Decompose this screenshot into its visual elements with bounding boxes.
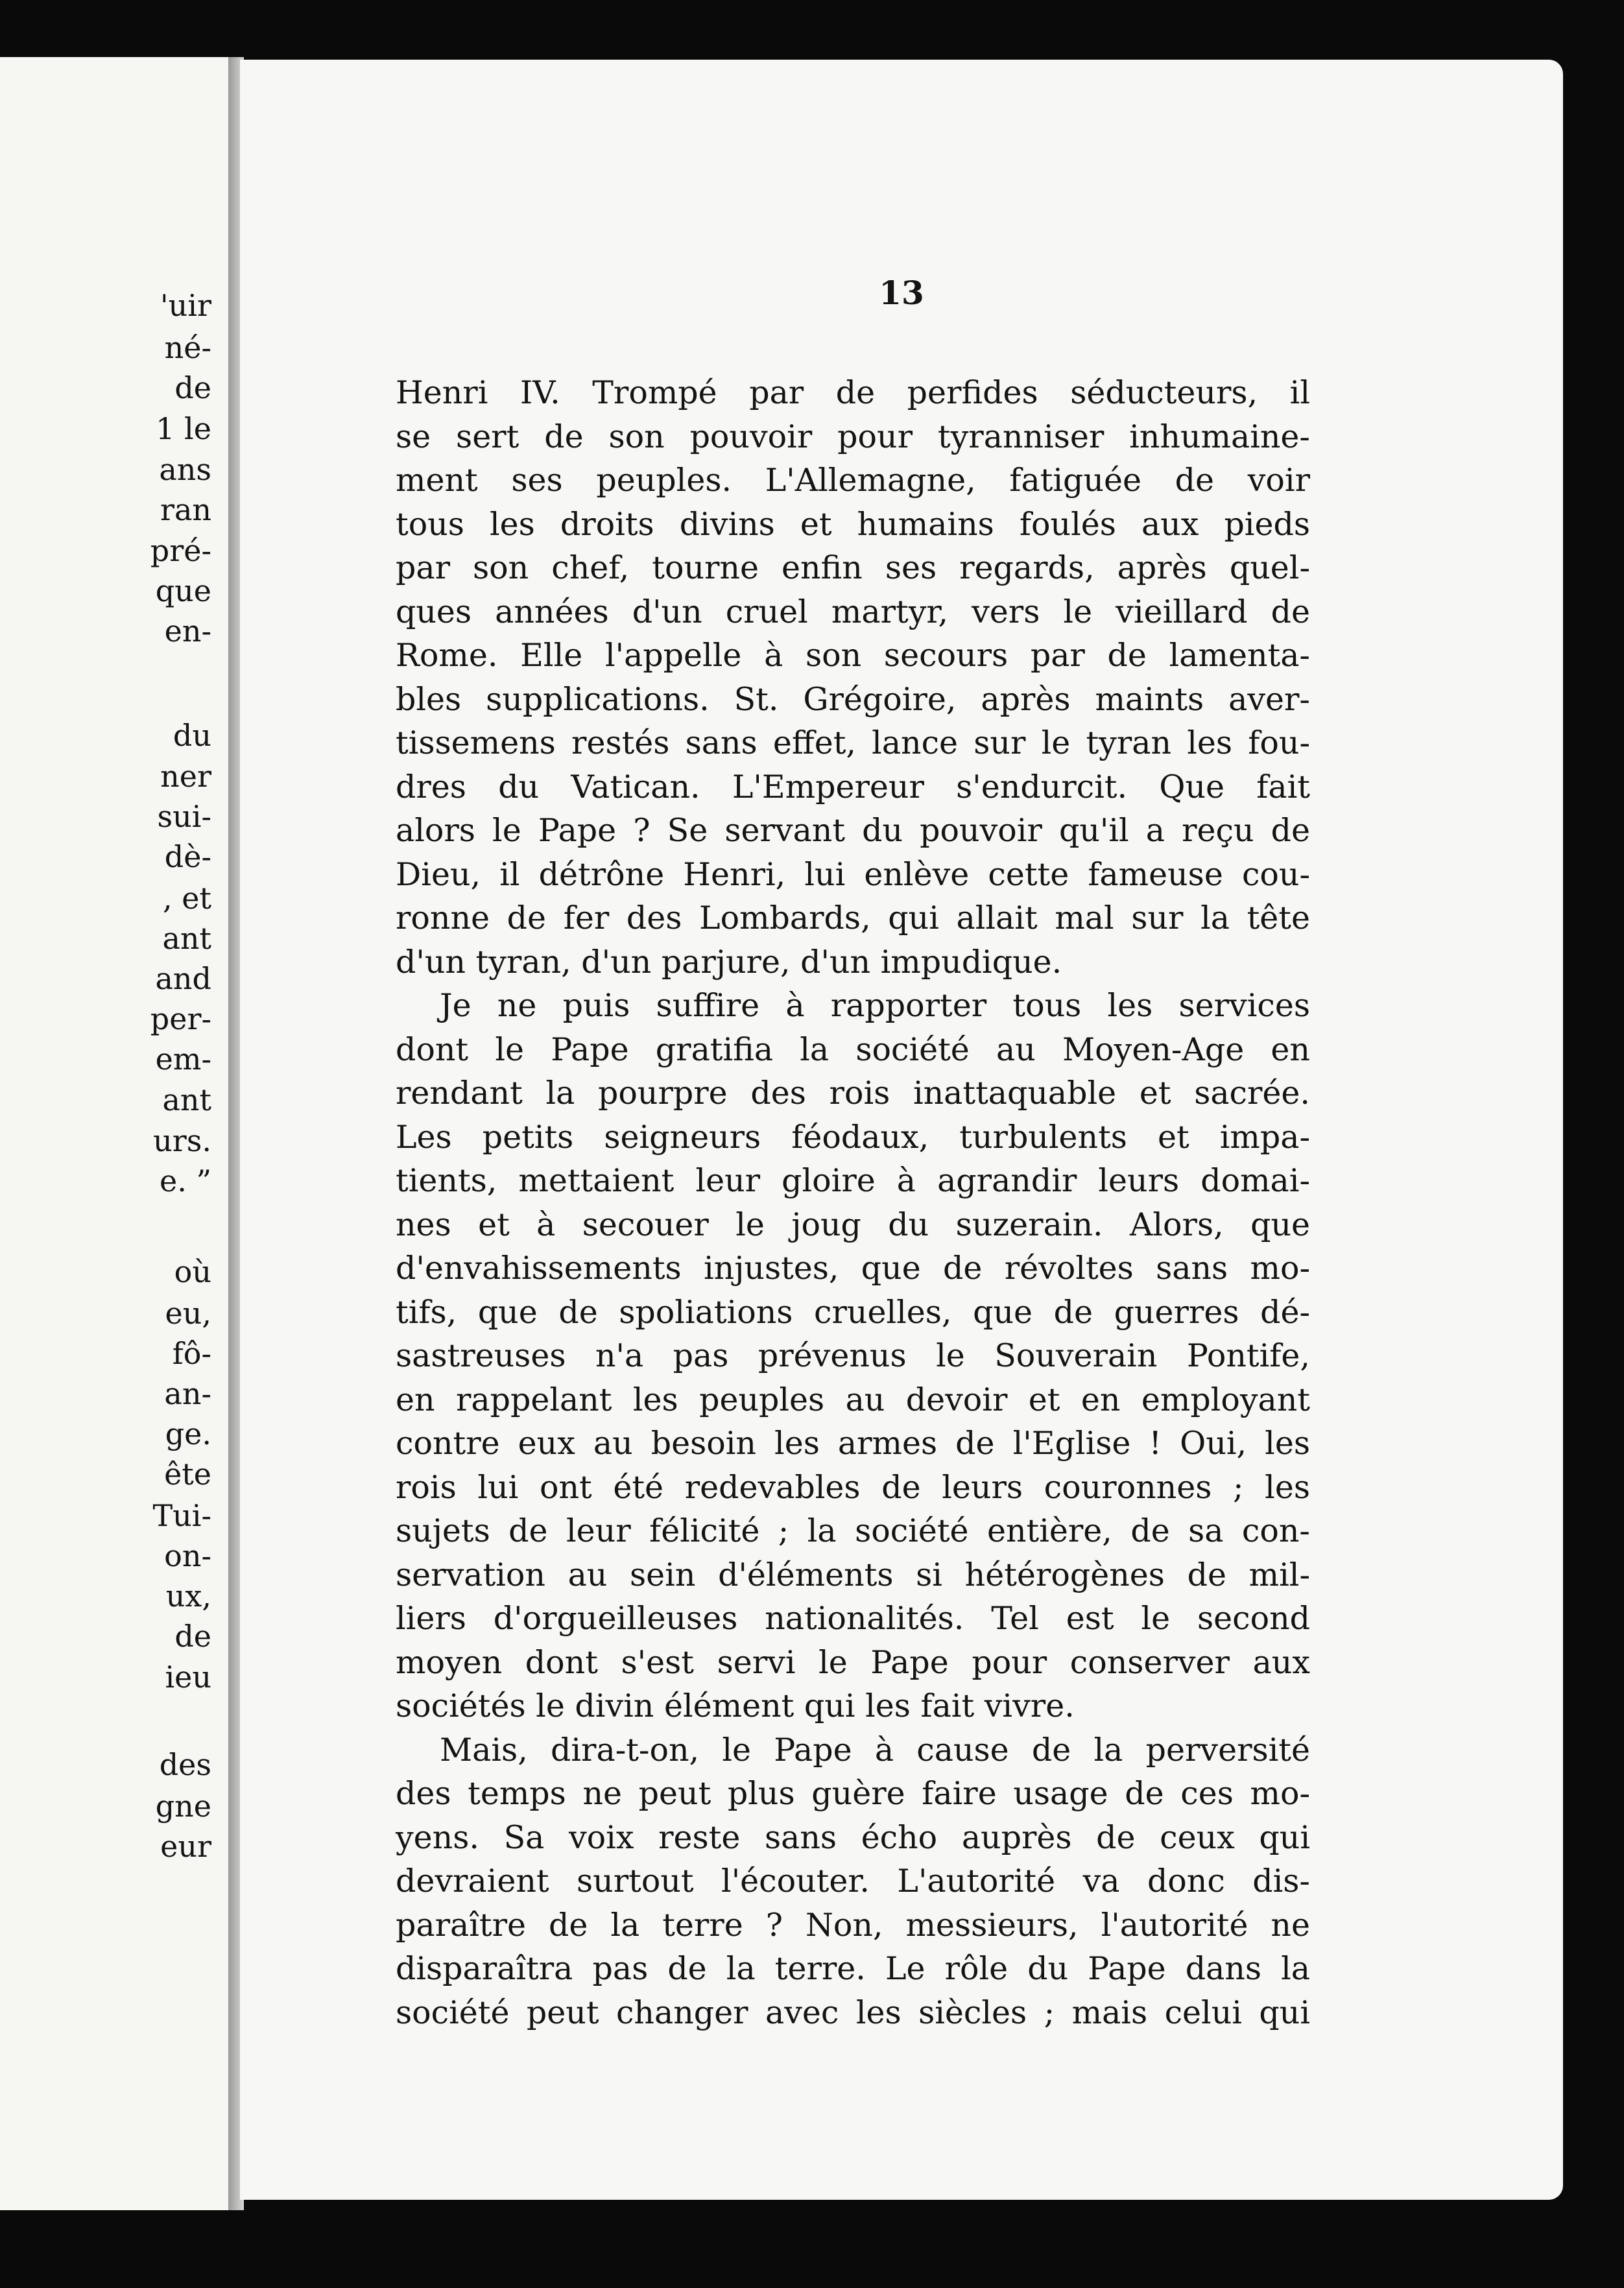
left-page-line: and <box>155 961 211 996</box>
left-page-line: de <box>174 1619 211 1654</box>
left-page-line: ran <box>160 492 211 527</box>
left-page-line: eur <box>160 1829 211 1864</box>
text-line: des temps ne peut plus guère faire usage de ces mo- <box>396 1775 1310 1812</box>
left-page-line: per- <box>150 1001 211 1036</box>
text-line: tifs, que de spoliations cruelles, que de guerres dé- <box>396 1293 1310 1331</box>
left-page-line: on- <box>164 1538 211 1573</box>
right-page <box>240 60 1563 2200</box>
left-page-line: ieu <box>165 1660 211 1695</box>
text-line: devraient surtout l'écouter. L'autorité va donc dis- <box>396 1863 1310 1900</box>
body-text <box>396 371 1310 2034</box>
text-line: d'envahissements injustes, que de révoltes sans mo- <box>396 1250 1310 1287</box>
left-page-line: fô- <box>172 1336 211 1371</box>
text-line: rendant la pourpre des rois inattaquable et sacrée. <box>396 1075 1310 1112</box>
left-page-line: dè- <box>164 839 211 874</box>
text-line: moyen dont s'est servi le Pape pour conserver aux <box>396 1643 1310 1681</box>
text-line: Les petits seigneurs féodaux, turbulents et impa- <box>396 1118 1310 1156</box>
text-line: en rappelant les peuples au devoir et en employant <box>396 1381 1310 1418</box>
left-page-line: où <box>174 1254 211 1289</box>
left-page-line: ête <box>164 1457 211 1492</box>
text-line: Henri IV. Trompé par de perfides séducteurs, il <box>396 374 1310 411</box>
left-page-line: ux, <box>165 1579 211 1614</box>
left-page-line: gne <box>155 1789 211 1824</box>
text-line: société peut changer avec les siècles ; mais celui qui <box>396 1994 1310 2031</box>
left-page-line: sui- <box>157 799 211 834</box>
text-line: sujets de leur félicité ; la société entière, de sa con- <box>396 1512 1310 1549</box>
left-page-line: em- <box>155 1042 211 1077</box>
left-page-line: que <box>155 573 211 608</box>
left-page-line: ans <box>159 452 211 487</box>
text-line: Dieu, il détrône Henri, lui enlève cette fameuse cou- <box>396 855 1310 893</box>
left-page-line: ant <box>162 1082 211 1117</box>
left-page-fragment <box>0 57 233 2210</box>
text-line: dres du Vatican. L'Empereur s'endurcit. Que fait <box>396 768 1310 805</box>
text-line: d'un tyran, d'un parjure, d'un impudique. <box>396 943 1062 981</box>
left-page-line: 1 le <box>156 411 211 446</box>
text-line: servation au sein d'éléments si hétérogènes de mil- <box>396 1556 1310 1593</box>
text-line: ques années d'un cruel martyr, vers le vieillard de <box>396 593 1310 630</box>
left-page-line: ner <box>160 759 211 794</box>
left-page-line: en- <box>164 614 211 649</box>
page-number: 13 <box>879 274 924 312</box>
text-line: sastreuses n'a pas prévenus le Souverain Pontife, <box>396 1337 1310 1374</box>
text-line: ment ses peuples. L'Allemagne, fatiguée de voir <box>396 462 1310 499</box>
text-line: tissemens restés sans effet, lance sur le tyran les fou- <box>396 724 1310 761</box>
left-page-line: des <box>159 1747 211 1782</box>
left-page-line: Tui- <box>152 1498 211 1533</box>
text-line: alors le Pape ? Se servant du pouvoir qu'il a reçu de <box>396 812 1310 849</box>
left-page-line: pré- <box>150 533 211 568</box>
text-line: se sert de son pouvoir pour tyranniser inhumaine- <box>396 418 1310 455</box>
text-line: tients, mettaient leur gloire à agrandir leurs domai- <box>396 1162 1310 1199</box>
text-line: par son chef, tourne enfin ses regards, après quel- <box>396 549 1310 586</box>
left-page-line: du <box>173 718 211 753</box>
left-page-line: de <box>174 370 211 405</box>
left-page-line: an- <box>164 1376 211 1411</box>
text-line: Rome. Elle l'appelle à son secours par de lamenta- <box>396 637 1310 674</box>
left-page-line: e. ” <box>160 1163 211 1198</box>
text-line: yens. Sa voix reste sans écho auprès de ceux qui <box>396 1818 1310 1856</box>
text-line: nes et à secouer le joug du suzerain. Alors, que <box>396 1206 1310 1243</box>
text-line: ronne de fer des Lombards, qui allait mal sur la tête <box>396 900 1310 936</box>
left-page-line: né- <box>164 330 211 365</box>
text-line: contre eux au besoin les armes de l'Eglise ! Oui, les <box>396 1425 1310 1462</box>
text-line: rois lui ont été redevables de leurs couronnes ; les <box>396 1468 1310 1506</box>
left-page-line: ant <box>162 921 211 956</box>
text-line: Mais, dira-t-on, le Pape à cause de la perversité <box>440 1731 1310 1769</box>
text-line: dont le Pape gratifia la société au Moyen-Age en <box>396 1031 1310 1068</box>
text-line: tous les droits divins et humains foulés aux pieds <box>396 505 1310 543</box>
left-page-line: 'uir <box>160 288 211 323</box>
text-line: sociétés le divin élément qui les fait vivre. <box>396 1687 1075 1724</box>
left-page-line: ge. <box>165 1416 211 1451</box>
left-page-line: urs. <box>153 1123 211 1158</box>
text-line: liers d'orgueilleuses nationalités. Tel est le second <box>396 1600 1310 1637</box>
text-line: disparaîtra pas de la terre. Le rôle du Pape dans la <box>396 1950 1310 1987</box>
text-line: bles supplications. St. Grégoire, après maints aver- <box>396 680 1310 718</box>
text-line: paraître de la terre ? Non, messieurs, l'autorité ne <box>396 1906 1310 1944</box>
text-line: Je ne puis suffire à rapporter tous les services <box>440 987 1310 1024</box>
left-page-line: eu, <box>165 1296 211 1331</box>
left-page-line: , et <box>163 881 211 916</box>
